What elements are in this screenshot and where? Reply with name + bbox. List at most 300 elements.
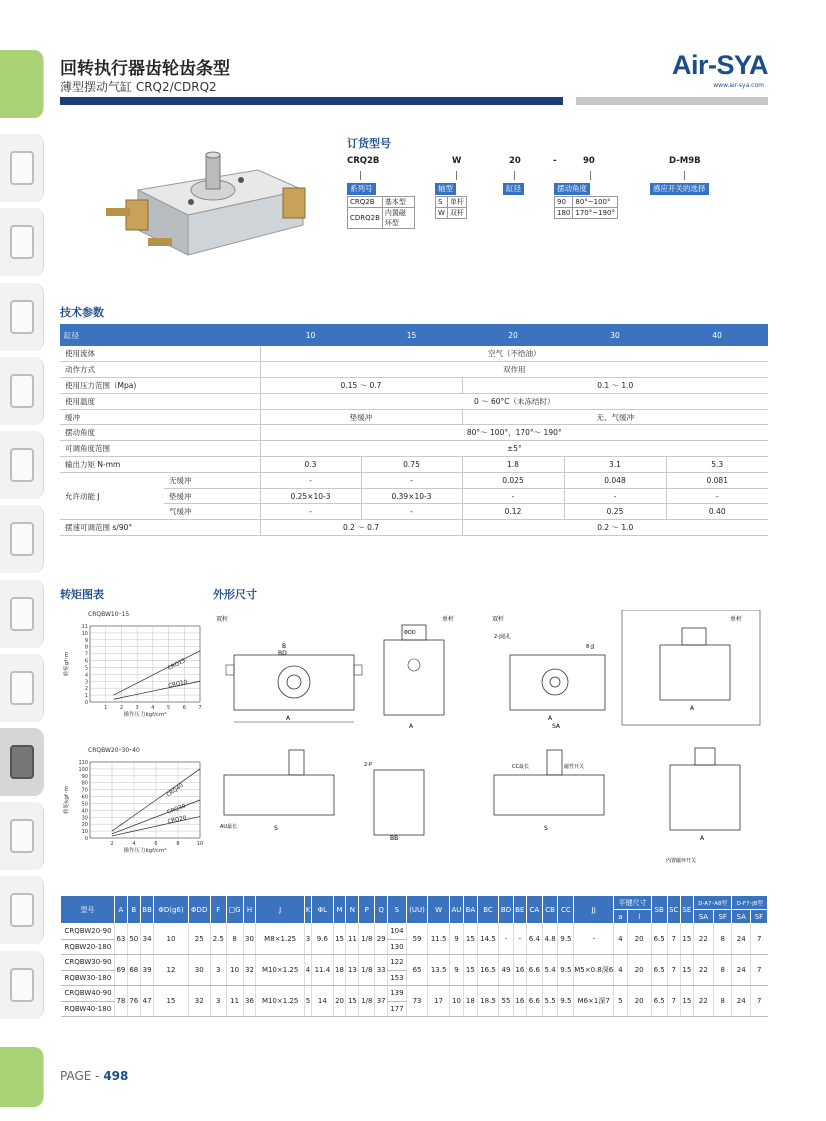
table-cell: 4.8 bbox=[542, 924, 558, 955]
shaft-desc: 双杆 bbox=[447, 208, 466, 219]
x-tick-label: 1 bbox=[104, 705, 108, 711]
table-cell: 15 bbox=[346, 986, 359, 1017]
spec-value: 0.12 bbox=[462, 504, 564, 520]
order-label-shaft: 轴型 bbox=[435, 183, 456, 195]
dim-head: B bbox=[127, 896, 140, 924]
dim-head: CC bbox=[558, 896, 574, 924]
x-tick-label: 4 bbox=[132, 841, 136, 847]
svg-text:A: A bbox=[700, 835, 705, 842]
table-cell: 78 bbox=[115, 986, 128, 1017]
filter-icon bbox=[10, 225, 34, 259]
svg-text:A: A bbox=[409, 723, 414, 730]
table-cell: 11.4 bbox=[312, 955, 334, 986]
spec-value: - bbox=[361, 472, 462, 488]
dim-head: □G bbox=[226, 896, 243, 924]
table-cell: 16 bbox=[513, 986, 526, 1017]
spec-value: 0.39×10-3 bbox=[361, 488, 462, 504]
table-cell: 6.6 bbox=[527, 986, 543, 1017]
spec-value: 双作用 bbox=[260, 362, 768, 378]
dim-head: SE bbox=[680, 896, 693, 924]
spec-value: - bbox=[361, 504, 462, 520]
table-cell: 6.5 bbox=[651, 986, 667, 1017]
x-tick-label: 4 bbox=[151, 705, 155, 711]
spec-value: 0.1 ～ 1.0 bbox=[462, 378, 768, 394]
spec-value: 0.75 bbox=[361, 457, 462, 473]
series-label: CRQ20 bbox=[167, 815, 187, 826]
svg-text:SA: SA bbox=[552, 723, 561, 730]
table-cell: 73 bbox=[406, 986, 428, 1017]
brand-url: www.air-sya.com bbox=[713, 82, 764, 89]
y-tick-label: 5 bbox=[84, 665, 88, 672]
table-cell: 76 bbox=[127, 986, 140, 1017]
order-tick-switch bbox=[684, 171, 685, 180]
view-label: 双杆 bbox=[492, 616, 505, 623]
spec-label: 缓冲 bbox=[60, 409, 260, 425]
angle-desc: 80°~100° bbox=[573, 197, 618, 208]
side-tab-fitting[interactable] bbox=[0, 134, 44, 202]
order-code-dash: - bbox=[553, 156, 557, 166]
table-row bbox=[60, 488, 768, 504]
y-tick-label: 0 bbox=[84, 836, 88, 842]
table-cell: 9.5 bbox=[558, 924, 574, 955]
table-cell: 6.4 bbox=[527, 924, 543, 955]
shaft-desc: 单杆 bbox=[447, 197, 466, 208]
spec-label: 使用流体 bbox=[60, 346, 260, 362]
spec-value: 0.15 ～ 0.7 bbox=[260, 378, 462, 394]
y-tick-label: 9 bbox=[84, 637, 88, 644]
table-cell: CRQBW20-90 bbox=[61, 924, 115, 940]
y-tick-label: 50 bbox=[81, 801, 88, 808]
table-cell: 20 bbox=[627, 924, 651, 955]
svg-text:B: B bbox=[282, 643, 287, 650]
table-cell: CRQBW30-90 bbox=[61, 955, 115, 971]
header-gray-bar bbox=[576, 97, 768, 105]
series-label: CRQ10 bbox=[167, 679, 188, 690]
table-cell: 18 bbox=[333, 955, 346, 986]
table-cell: 15 bbox=[333, 924, 346, 955]
table-cell: 4 bbox=[304, 955, 311, 986]
table-cell: 33 bbox=[375, 955, 388, 986]
x-tick-label: 6 bbox=[154, 841, 158, 847]
dim-subhead: a bbox=[614, 910, 627, 924]
spec-section-title: 技术参数 bbox=[60, 306, 104, 319]
table-cell: 15 bbox=[680, 924, 693, 955]
y-tick-label: 3 bbox=[84, 679, 88, 686]
table-cell: 20 bbox=[627, 986, 651, 1017]
dim-subhead: SA bbox=[693, 910, 713, 924]
torque-chart-small bbox=[60, 606, 210, 721]
order-section-title: 订货型号 bbox=[347, 137, 391, 150]
table-cell: 122 bbox=[388, 955, 407, 971]
svg-text:BB: BB bbox=[390, 835, 399, 842]
table-cell: 29 bbox=[375, 924, 388, 955]
y-tick-label: 110 bbox=[78, 760, 88, 766]
x-tick-label: 3 bbox=[135, 705, 139, 711]
header-accent-bar bbox=[60, 97, 563, 105]
spec-value: 0.2 ～ 0.7 bbox=[260, 520, 462, 536]
svg-text:BD: BD bbox=[278, 650, 287, 657]
order-label-series: 系列号 bbox=[347, 183, 376, 195]
side-tab-active-bottom[interactable] bbox=[0, 1047, 44, 1107]
spec-sublabel: 垫缓冲 bbox=[164, 488, 260, 504]
view-label: 单杆 bbox=[442, 616, 455, 623]
dim-head: W bbox=[428, 896, 450, 924]
spec-label: 使用温度 bbox=[60, 393, 260, 409]
page-number bbox=[60, 1069, 128, 1083]
cylinder-icon bbox=[10, 522, 34, 556]
table-row bbox=[61, 986, 768, 1002]
spec-value: 0.25×10-3 bbox=[260, 488, 361, 504]
table-cell: 8 bbox=[713, 986, 732, 1017]
spec-label: 使用压力范围（Mpa) bbox=[60, 378, 260, 394]
spec-sublabel: 无缓冲 bbox=[164, 472, 260, 488]
side-tab-filter[interactable] bbox=[0, 208, 44, 276]
spec-head-bore: 缸径 bbox=[60, 324, 260, 346]
side-tab-vacuum[interactable] bbox=[0, 951, 44, 1019]
side-tab-pipe[interactable] bbox=[0, 802, 44, 870]
table-cell: 7 bbox=[750, 924, 767, 955]
spec-value: 5.3 bbox=[666, 457, 768, 473]
order-code-series: CRQ2B bbox=[347, 156, 380, 166]
table-cell: - bbox=[499, 924, 514, 955]
table-row bbox=[60, 425, 768, 441]
table-cell: 177 bbox=[388, 1001, 407, 1017]
dim-head: SB bbox=[651, 896, 667, 924]
table-cell: 4 bbox=[614, 924, 627, 955]
table-cell: 25 bbox=[188, 924, 210, 955]
product-image bbox=[98, 150, 313, 275]
side-tab-actuator[interactable] bbox=[0, 580, 44, 648]
angle-code: 90 bbox=[555, 197, 573, 208]
y-tick-label: 7 bbox=[84, 651, 88, 658]
x-tick-label: 7 bbox=[198, 705, 202, 711]
table-cell: - bbox=[513, 924, 526, 955]
table-cell: 39 bbox=[140, 955, 154, 986]
table-cell: 30 bbox=[188, 955, 210, 986]
table-cell: 24 bbox=[732, 924, 750, 955]
table-cell: M10×1.25 bbox=[256, 986, 304, 1017]
torque-section-title: 转矩图表 bbox=[60, 588, 104, 601]
svg-text:S: S bbox=[274, 825, 278, 832]
shaft-code: S bbox=[436, 197, 448, 208]
series-code: CDRQ2B bbox=[348, 208, 383, 229]
spec-value: 无、气缓冲 bbox=[462, 409, 768, 425]
fitting-icon bbox=[10, 151, 34, 185]
table-cell: 6.5 bbox=[651, 955, 667, 986]
dim-head: ΦL bbox=[312, 896, 334, 924]
callout: CC最长 bbox=[512, 764, 529, 770]
order-code-shaft: W bbox=[452, 156, 462, 166]
table-cell: 6.5 bbox=[651, 924, 667, 955]
chart-title: CRQBW10･15 bbox=[88, 611, 130, 618]
table-cell: 32 bbox=[188, 986, 210, 1017]
outline-drawing-3 bbox=[214, 740, 614, 874]
spec-value: 0 ～ 60°C（未冻结时） bbox=[260, 393, 768, 409]
series-label: CRQ30 bbox=[166, 803, 187, 816]
table-cell: 16 bbox=[513, 955, 526, 986]
table-cell: 153 bbox=[388, 970, 407, 986]
side-tab-active-top[interactable] bbox=[0, 50, 44, 118]
x-tick-label: 8 bbox=[176, 841, 180, 847]
y-tick-label: 60 bbox=[81, 794, 88, 801]
y-tick-label: 4 bbox=[84, 672, 88, 679]
series-desc: 基本型 bbox=[382, 197, 414, 208]
svg-text:A: A bbox=[690, 705, 695, 712]
dim-head: BA bbox=[464, 896, 478, 924]
table-cell: 7 bbox=[667, 986, 680, 1017]
dim-subhead: SF bbox=[750, 910, 767, 924]
callout: 2-P bbox=[364, 762, 373, 768]
order-code-angle: 90 bbox=[583, 156, 595, 166]
spec-head-10: 10 bbox=[260, 324, 361, 346]
table-cell: 15 bbox=[464, 924, 478, 955]
table-cell: 11 bbox=[226, 986, 243, 1017]
table-cell: 24 bbox=[732, 955, 750, 986]
silencer-icon bbox=[10, 893, 34, 927]
outline-section-title: 外形尺寸 bbox=[213, 588, 257, 601]
table-row bbox=[60, 472, 768, 488]
table-cell: 15 bbox=[464, 955, 478, 986]
spec-sublabel: 气缓冲 bbox=[164, 504, 260, 520]
order-angle-table bbox=[554, 196, 618, 219]
table-cell: 69 bbox=[115, 955, 128, 986]
dim-head: M bbox=[333, 896, 346, 924]
table-cell: 1/8 bbox=[359, 986, 375, 1017]
spec-value: - bbox=[564, 488, 666, 504]
table-row bbox=[60, 346, 768, 362]
callout: 内置磁环开关 bbox=[666, 858, 697, 864]
rotary-actuator-icon bbox=[10, 745, 34, 779]
dim-head: (UU) bbox=[406, 896, 428, 924]
y-tick-label: 10 bbox=[81, 829, 88, 836]
chart-title: CRQBW20･30･40 bbox=[88, 747, 140, 754]
table-cell: M8×1.25 bbox=[256, 924, 304, 955]
table-cell: 63 bbox=[115, 924, 128, 955]
table-cell: 8 bbox=[713, 955, 732, 986]
svg-text:ΦDD: ΦDD bbox=[404, 630, 416, 636]
table-cell: 18 bbox=[464, 986, 478, 1017]
table-cell: 20 bbox=[627, 955, 651, 986]
outline-drawing-2 bbox=[490, 610, 770, 739]
spec-value: 空气（不给油） bbox=[260, 346, 768, 362]
actuator-icon bbox=[10, 597, 34, 631]
regulator-icon bbox=[10, 448, 34, 482]
dim-head: ΦDD bbox=[188, 896, 210, 924]
table-cell: 5 bbox=[614, 986, 627, 1017]
spec-value: 0.081 bbox=[666, 472, 768, 488]
shaft-code: W bbox=[436, 208, 448, 219]
table-cell: 8 bbox=[226, 924, 243, 955]
spec-value: 0.048 bbox=[564, 472, 666, 488]
table-cell: 3 bbox=[210, 986, 226, 1017]
table-cell: 3 bbox=[304, 924, 311, 955]
x-axis-label: 操作压力kgf/cm² bbox=[123, 848, 167, 854]
vacuum-icon bbox=[10, 968, 34, 1002]
table-cell: 9.5 bbox=[558, 955, 574, 986]
side-tab-regulator[interactable] bbox=[0, 431, 44, 499]
torque-chart-large bbox=[60, 742, 210, 857]
spec-label: 摆动角度 bbox=[60, 425, 260, 441]
table-cell: 15 bbox=[680, 986, 693, 1017]
dim-head: Q bbox=[375, 896, 388, 924]
order-series-table bbox=[347, 196, 415, 229]
table-cell: 14 bbox=[312, 986, 334, 1017]
table-cell: 10 bbox=[154, 924, 188, 955]
dim-head: AU bbox=[449, 896, 463, 924]
table-cell: 11 bbox=[346, 924, 359, 955]
table-cell: 14.5 bbox=[477, 924, 499, 955]
table-cell: 16.5 bbox=[477, 955, 499, 986]
table-cell: 7 bbox=[667, 924, 680, 955]
side-tab-cylinder[interactable] bbox=[0, 505, 44, 573]
side-tab-rotary-active[interactable] bbox=[0, 728, 44, 796]
table-cell: 49 bbox=[499, 955, 514, 986]
table-cell: 34 bbox=[140, 924, 154, 955]
dim-head: P bbox=[359, 896, 375, 924]
y-tick-label: 40 bbox=[81, 808, 88, 815]
dim-head: JJ bbox=[574, 896, 614, 924]
dim-head: S bbox=[388, 896, 407, 924]
dim-head: D-A7･A8型 bbox=[693, 896, 732, 910]
table-cell: 10 bbox=[449, 986, 463, 1017]
svg-text:A: A bbox=[286, 715, 291, 722]
dim-head: 平键尺寸 bbox=[614, 896, 652, 910]
outline-svg-3 bbox=[214, 740, 614, 870]
y-tick-label: 1 bbox=[84, 693, 88, 700]
table-row bbox=[60, 409, 768, 425]
page-label: PAGE - bbox=[60, 1069, 100, 1083]
table-cell: CRQBW40-90 bbox=[61, 986, 115, 1002]
table-cell: 10 bbox=[226, 955, 243, 986]
table-row bbox=[60, 393, 768, 409]
order-label-angle: 摆动角度 bbox=[554, 183, 590, 195]
callout: 2-J通孔 bbox=[494, 634, 511, 640]
table-cell: - bbox=[574, 924, 614, 955]
spec-value: - bbox=[666, 488, 768, 504]
table-row bbox=[61, 924, 768, 940]
table-row bbox=[60, 378, 768, 394]
table-cell: 13.5 bbox=[428, 955, 450, 986]
table-cell: 17 bbox=[428, 986, 450, 1017]
spec-table bbox=[60, 324, 768, 536]
brand-logo: Air-SYA bbox=[671, 50, 768, 80]
table-cell: 55 bbox=[499, 986, 514, 1017]
callout: 磁性开关 bbox=[564, 764, 585, 770]
plot-frame bbox=[90, 762, 200, 838]
x-tick-label: 6 bbox=[182, 705, 186, 711]
series-label: CRQ15 bbox=[166, 657, 187, 672]
spec-label: 允许动能 J bbox=[60, 472, 164, 519]
y-tick-label: 2 bbox=[84, 686, 88, 693]
spec-value: 0.2 ～ 1.0 bbox=[462, 520, 768, 536]
y-tick-label: 8 bbox=[84, 644, 88, 651]
series-desc: 内置磁环型 bbox=[382, 208, 414, 229]
outline-drawing-1 bbox=[214, 610, 474, 739]
table-cell: RQBW40-180 bbox=[61, 1001, 115, 1017]
order-tick-bore bbox=[514, 171, 515, 180]
table-row bbox=[60, 520, 768, 536]
table-cell: RQBW30-180 bbox=[61, 970, 115, 986]
table-cell: 9 bbox=[449, 924, 463, 955]
table-cell: M10×1.25 bbox=[256, 955, 304, 986]
table-cell: 8 bbox=[713, 924, 732, 955]
table-cell: 5 bbox=[304, 986, 311, 1017]
order-tick-series bbox=[360, 171, 361, 180]
side-tab-valve[interactable] bbox=[0, 283, 44, 351]
dim-head: N bbox=[346, 896, 359, 924]
elbow-icon bbox=[10, 374, 34, 408]
table-cell: 32 bbox=[243, 955, 256, 986]
dim-head: BD bbox=[499, 896, 514, 924]
table-cell: 18.5 bbox=[477, 986, 499, 1017]
table-cell: 5.4 bbox=[542, 955, 558, 986]
svg-text:S: S bbox=[544, 825, 548, 832]
view-label: 双杆 bbox=[216, 616, 229, 623]
series-line bbox=[114, 651, 200, 695]
dim-head: 型号 bbox=[61, 896, 115, 924]
table-cell: 65 bbox=[406, 955, 428, 986]
table-cell: 9.5 bbox=[558, 986, 574, 1017]
spec-value: - bbox=[260, 472, 361, 488]
spec-value: 3.1 bbox=[564, 457, 666, 473]
order-shaft-table bbox=[435, 196, 467, 219]
table-cell: 11.5 bbox=[428, 924, 450, 955]
table-cell: 1/8 bbox=[359, 955, 375, 986]
table-cell: 1/8 bbox=[359, 924, 375, 955]
y-tick-label: 70 bbox=[81, 787, 88, 794]
spec-value: 1.8 bbox=[462, 457, 564, 473]
table-cell: 3 bbox=[210, 955, 226, 986]
spec-head-20: 20 bbox=[462, 324, 564, 346]
spec-value: 0.25 bbox=[564, 504, 666, 520]
dim-head: A bbox=[115, 896, 128, 924]
table-cell: 5.5 bbox=[542, 986, 558, 1017]
angle-desc: 170°~190° bbox=[573, 208, 618, 219]
spec-value: 80°～ 100°，170°～ 190° bbox=[260, 425, 768, 441]
table-cell: 6.6 bbox=[527, 955, 543, 986]
table-cell: 20 bbox=[333, 986, 346, 1017]
switch-icon bbox=[10, 671, 34, 705]
y-axis-label: 转矩gf･m bbox=[64, 651, 70, 677]
table-cell: 130 bbox=[388, 939, 407, 955]
dim-head: F bbox=[210, 896, 226, 924]
spec-value: 0.025 bbox=[462, 472, 564, 488]
y-tick-label: 0 bbox=[84, 700, 88, 706]
dim-subhead: l bbox=[627, 910, 651, 924]
table-cell: 15 bbox=[680, 955, 693, 986]
x-tick-label: 2 bbox=[110, 841, 114, 847]
page-subtitle: 薄型摆动气缸 CRQ2/CDRQ2 bbox=[60, 80, 217, 94]
dim-head: H bbox=[243, 896, 256, 924]
table-cell: 13 bbox=[346, 955, 359, 986]
y-tick-label: 6 bbox=[84, 658, 88, 665]
dim-subhead: SF bbox=[713, 910, 732, 924]
table-cell: 22 bbox=[693, 955, 713, 986]
spec-label: 输出力矩 N-mm bbox=[60, 457, 260, 473]
dim-head: SC bbox=[667, 896, 680, 924]
dim-head: D-F7･J8型 bbox=[732, 896, 768, 910]
side-tab-silencer[interactable] bbox=[0, 876, 44, 944]
spec-value: - bbox=[462, 488, 564, 504]
table-cell: RQBW20-180 bbox=[61, 939, 115, 955]
spec-value: ±5° bbox=[260, 441, 768, 457]
y-tick-label: 11 bbox=[81, 624, 88, 630]
side-tab-switch[interactable] bbox=[0, 654, 44, 722]
table-row bbox=[60, 441, 768, 457]
spec-label: 摆速可调范围 s/90° bbox=[60, 520, 260, 536]
side-tab-elbow[interactable] bbox=[0, 357, 44, 425]
dimension-table bbox=[60, 895, 768, 1017]
